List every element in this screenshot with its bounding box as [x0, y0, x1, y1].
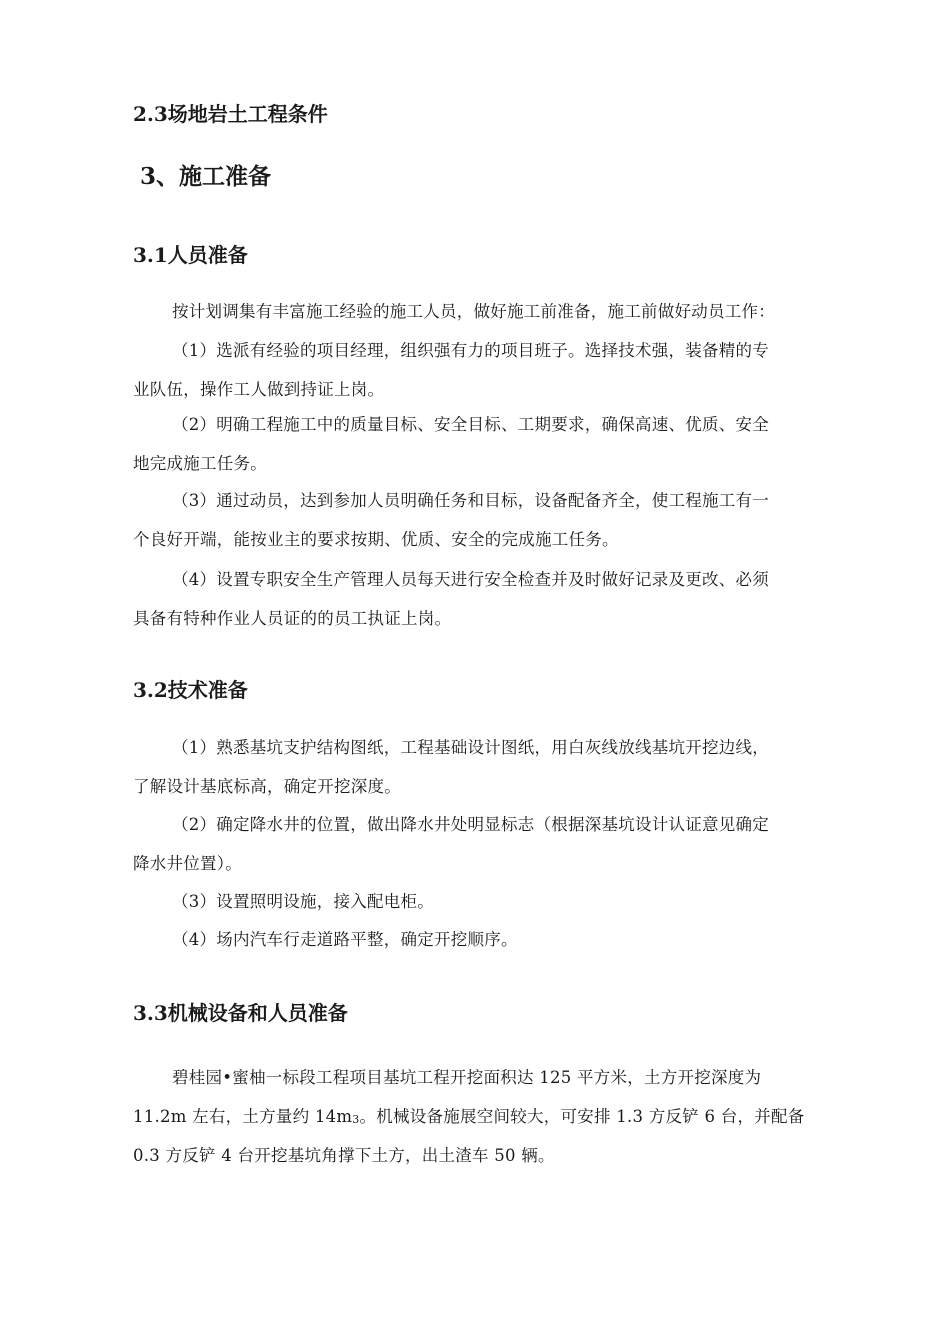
text-line: 地完成施工任务。 — [133, 454, 267, 473]
text-line: （4）设置专职安全生产管理人员每天进行安全检查并及时做好记录及更改、必须 — [172, 570, 769, 589]
paragraph-3-1-item-2 — [133, 405, 769, 483]
text-line: 按计划调集有丰富施工经验的施工人员，做好施工前准备，施工前做好动员工作： — [172, 302, 775, 321]
heading-3-2: 3.2技术准备 — [133, 678, 248, 702]
text-line: （3）通过动员，达到参加人员明确任务和目标，设备配备齐全，使工程施工有一 — [172, 491, 769, 510]
text-line: 业队伍，操作工人做到持证上岗。 — [133, 380, 385, 399]
heading-3: 3、施工准备 — [140, 163, 272, 190]
text-line: 降水井位置）。 — [133, 854, 242, 873]
text-fragment: 11.2m 左右，土方量约 14m — [133, 1107, 353, 1126]
paragraph-3-1-item-1 — [133, 331, 769, 409]
paragraph-3-2-item-3 — [172, 882, 434, 921]
text-line: 个良好开端，能按业主的要求按期、优质、安全的完成施工任务。 — [133, 530, 619, 549]
paragraph-3-2-item-1 — [133, 728, 769, 806]
text-line: （1）熟悉基坑支护结构图纸，工程基础设计图纸，用白灰线放线基坑开挖边线， — [172, 738, 769, 757]
heading-2-3: 2.3场地岩土工程条件 — [133, 102, 328, 126]
paragraph-3-2-item-2 — [133, 805, 769, 883]
text-line: 了解设计基底标高，确定开挖深度。 — [133, 777, 401, 796]
text-line: 0.3 方反铲 4 台开挖基坑角撑下土方，出土渣车 50 辆。 — [133, 1146, 555, 1165]
text-line: （3）设置照明设施，接入配电柜。 — [172, 892, 434, 911]
text-line: （4）场内汽车行走道路平整，确定开挖顺序。 — [172, 930, 518, 949]
text-line: （2）确定降水井的位置，做出降水井处明显标志（根据深基坑设计认证意见确定 — [172, 815, 769, 834]
subscript-3: 3 — [352, 1113, 360, 1126]
heading-3-3: 3.3机械设备和人员准备 — [133, 1001, 348, 1025]
paragraph-3-1-intro — [172, 292, 775, 331]
paragraph-3-1-item-3 — [133, 481, 769, 559]
text-line: （2）明确工程施工中的质量目标、安全目标、工期要求，确保高速、优质、安全 — [172, 415, 769, 434]
paragraph-3-3 — [133, 1058, 804, 1175]
heading-3-1: 3.1人员准备 — [133, 243, 248, 267]
text-line — [133, 1097, 804, 1136]
paragraph-3-1-item-4 — [133, 560, 769, 638]
text-line: 碧桂园•蜜柚一标段工程项目基坑工程开挖面积达 125 平方米，土方开挖深度为 — [172, 1068, 762, 1087]
text-fragment: 。机械设备施展空间较大，可安排 1.3 方反铲 6 台，并配备 — [359, 1107, 805, 1126]
paragraph-3-2-item-4 — [172, 920, 518, 959]
text-line: 具备有特种作业人员证的的员工执证上岗。 — [133, 609, 452, 628]
text-line: （1）选派有经验的项目经理，组织强有力的项目班子。选择技术强，装备精的专 — [172, 341, 769, 360]
